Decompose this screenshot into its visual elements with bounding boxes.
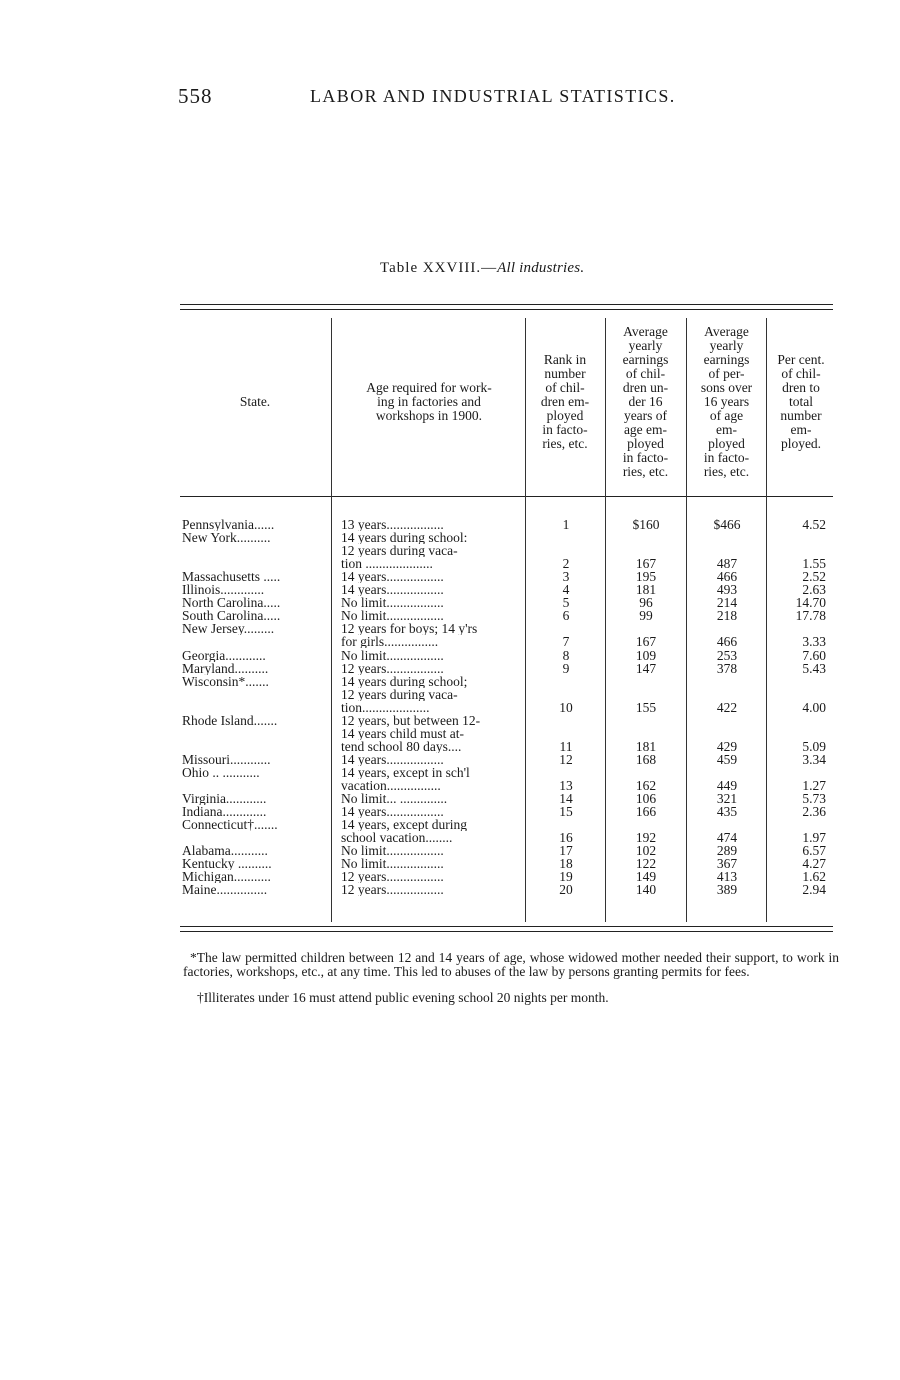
row-state: South Carolina..... xyxy=(182,609,281,623)
header-line: sons over xyxy=(700,380,753,395)
row-state: Rhode Island....... xyxy=(182,713,278,727)
bottom-rule-inner xyxy=(180,931,833,932)
row-rank: 17 xyxy=(559,843,573,859)
header-line: Age required for work- xyxy=(366,380,492,395)
header-line: ries, etc. xyxy=(542,436,588,451)
row-child-earnings: 181 xyxy=(635,582,657,598)
header-percent-children xyxy=(768,353,834,451)
row-age-required: No limit................. xyxy=(341,857,444,871)
header-line: number xyxy=(780,408,822,423)
header-line: of chil- xyxy=(625,366,666,381)
row-age-required: No limit................. xyxy=(341,844,444,858)
row-state: Georgia............ xyxy=(182,648,266,662)
row-rank: 13 xyxy=(559,778,573,793)
row-percent: 17.78 xyxy=(795,608,826,624)
header-line: em- xyxy=(716,422,737,437)
header-line: in facto- xyxy=(622,450,669,465)
row-state: Connecticut†....... xyxy=(182,818,278,832)
row-adult-earnings: 422 xyxy=(716,699,738,715)
row-percent: 3.34 xyxy=(802,751,826,767)
row-age-required: tion.................... xyxy=(341,700,430,714)
row-child-earnings: 99 xyxy=(639,608,653,624)
row-rank: 16 xyxy=(559,830,573,846)
row-percent: 5.43 xyxy=(802,660,826,676)
row-state: Maryland.......... xyxy=(182,661,269,675)
row-percent: 4.52 xyxy=(802,517,826,532)
row-rank: 8 xyxy=(562,647,570,663)
row-age-required: 12 years during vaca- xyxy=(341,687,458,701)
row-child-earnings: 140 xyxy=(635,882,657,898)
row-child-earnings: 192 xyxy=(635,830,657,846)
header-line: number xyxy=(544,366,586,381)
header-line: of chil- xyxy=(545,380,585,395)
row-rank: 4 xyxy=(562,582,570,598)
row-age-required: No limit................. xyxy=(341,596,444,610)
header-adult-earnings xyxy=(688,325,765,479)
row-adult-earnings: 429 xyxy=(716,738,738,754)
top-rule xyxy=(180,304,833,305)
row-percent: 7.60 xyxy=(802,647,826,663)
row-state: Pennsylvania...... xyxy=(182,518,275,531)
row-percent: 1.27 xyxy=(802,778,826,793)
row-percent: 6.57 xyxy=(802,843,826,859)
row-percent: 5.09 xyxy=(802,738,826,754)
col-divider-3 xyxy=(605,318,606,922)
header-state: State. xyxy=(239,394,271,409)
row-age-required: 12 years................. xyxy=(341,870,444,884)
row-adult-earnings: 378 xyxy=(716,660,738,676)
row-age-required: 14 years, except in sch'l xyxy=(341,765,470,779)
header-line: ployed. xyxy=(780,436,822,451)
header-line: Average xyxy=(623,324,668,339)
header-line: yearly xyxy=(709,338,744,353)
row-child-earnings: 181 xyxy=(635,738,657,754)
row-age-required: 12 years................. xyxy=(341,883,444,897)
row-rank: 3 xyxy=(562,569,570,585)
header-line: 16 years xyxy=(703,394,750,409)
row-age-required: tend school 80 days.... xyxy=(341,739,462,753)
row-age-required: 13 years................. xyxy=(341,518,444,531)
row-rank: 12 xyxy=(559,751,573,767)
row-child-earnings: 167 xyxy=(635,556,657,572)
row-age-required: 14 years................. xyxy=(341,805,444,819)
row-state: Illinois............. xyxy=(182,583,265,597)
header-line: der 16 xyxy=(628,394,663,409)
header-line: ries, etc. xyxy=(622,464,669,479)
table-title-subject: All industries. xyxy=(497,260,585,276)
row-child-earnings: 96 xyxy=(639,595,653,611)
row-percent: 2.94 xyxy=(802,882,826,898)
row-age-required: 14 years child must at- xyxy=(341,726,464,740)
row-percent: 4.27 xyxy=(802,856,826,872)
row-state: Indiana............. xyxy=(182,805,267,819)
col-divider-4 xyxy=(686,318,687,922)
row-rank: 15 xyxy=(559,804,573,820)
header-line: earnings xyxy=(703,352,750,367)
row-percent: 1.62 xyxy=(802,869,826,885)
header-line: Average xyxy=(704,324,749,339)
row-state: Virginia............ xyxy=(182,792,267,806)
row-adult-earnings: 466 xyxy=(716,569,738,585)
row-percent: 3.33 xyxy=(802,634,826,650)
row-rank: 6 xyxy=(562,608,570,624)
row-age-required: vacation................ xyxy=(341,779,441,792)
running-head: LABOR AND INDUSTRIAL STATISTICS. xyxy=(310,86,676,106)
row-adult-earnings: 459 xyxy=(716,751,738,767)
table-title-prefix: Table XXVIII.— xyxy=(380,260,498,276)
row-adult-earnings: 487 xyxy=(716,556,738,572)
row-percent: 2.52 xyxy=(802,569,826,585)
row-adult-earnings: 389 xyxy=(716,882,738,898)
header-line: ployed xyxy=(708,436,745,451)
header-line: Rank in xyxy=(543,352,587,367)
row-child-earnings: 166 xyxy=(635,804,657,820)
row-child-earnings: 195 xyxy=(635,569,657,585)
header-line: dren un- xyxy=(622,380,669,395)
footnote-asterisk: *The law permitted children between 12 and 14 years of age, whose widowed mother needed their support, to work in factories, workshops, etc., at any time. This led to abuses of the law by persons granting permits for fees. xyxy=(183,950,839,979)
row-rank: 7 xyxy=(562,634,570,650)
row-adult-earnings: 289 xyxy=(716,843,738,859)
row-state: Ohio .. ........... xyxy=(182,765,260,779)
row-age-required: 14 years................. xyxy=(341,752,444,766)
table-title xyxy=(380,260,584,277)
header-line: ing in factories and xyxy=(377,394,481,409)
header-line: ployed xyxy=(546,408,584,423)
header-line: Per cent. xyxy=(777,352,825,367)
row-adult-earnings: 474 xyxy=(716,830,738,846)
row-child-earnings: 155 xyxy=(635,699,657,715)
row-state: Maine............... xyxy=(182,883,268,897)
row-percent: 2.63 xyxy=(802,582,826,598)
header-line: dren em- xyxy=(540,394,590,409)
row-rank: 11 xyxy=(559,738,573,754)
header-age-required xyxy=(336,381,522,423)
row-rank: 9 xyxy=(562,660,570,676)
row-state: Michigan........... xyxy=(182,870,271,884)
row-percent: 14.70 xyxy=(795,595,826,611)
row-percent: 5.73 xyxy=(802,791,826,807)
row-state: New Jersey......... xyxy=(182,622,275,636)
row-percent: 2.36 xyxy=(802,804,826,820)
row-percent: 4.00 xyxy=(802,699,826,715)
row-rank: 10 xyxy=(559,699,573,715)
header-line: years of xyxy=(623,408,668,423)
header-line: ries, etc. xyxy=(703,464,750,479)
row-adult-earnings: 218 xyxy=(716,608,738,624)
row-adult-earnings: 413 xyxy=(716,869,738,885)
top-rule-inner xyxy=(180,309,833,310)
row-child-earnings: 147 xyxy=(635,660,657,676)
row-age-required: 14 years................. xyxy=(341,583,444,597)
header-line: ployed xyxy=(627,436,664,451)
row-child-earnings: 106 xyxy=(635,791,657,807)
header-line: earnings xyxy=(622,352,669,367)
header-rank xyxy=(527,353,603,451)
row-child-earnings: $160 xyxy=(632,517,660,532)
row-state: Missouri............ xyxy=(182,752,271,766)
page-number: 558 xyxy=(178,84,213,108)
row-age-required: tion .................... xyxy=(341,557,433,571)
row-age-required: No limit... .............. xyxy=(341,792,448,806)
row-rank: 14 xyxy=(559,791,573,807)
row-age-required: No limit................. xyxy=(341,609,444,623)
header-line: in facto- xyxy=(542,422,588,437)
header-rule xyxy=(180,496,833,497)
row-adult-earnings: $466 xyxy=(713,517,741,532)
header-line: dren to xyxy=(782,380,820,395)
row-child-earnings: 168 xyxy=(635,751,657,767)
row-age-required: school vacation........ xyxy=(341,831,453,845)
row-age-required: 14 years................. xyxy=(341,570,444,584)
row-state: New York.......... xyxy=(182,531,271,545)
row-adult-earnings: 435 xyxy=(716,804,738,820)
row-adult-earnings: 321 xyxy=(716,791,738,807)
row-adult-earnings: 253 xyxy=(716,647,738,663)
row-age-required: 12 years, but between 12- xyxy=(341,713,481,727)
header-line: em- xyxy=(790,422,812,437)
row-percent: 1.97 xyxy=(802,830,826,846)
bottom-rule xyxy=(180,926,833,927)
col-divider-5 xyxy=(766,318,767,922)
row-rank: 19 xyxy=(559,869,573,885)
header-line: total xyxy=(789,394,813,409)
row-child-earnings: 122 xyxy=(635,856,657,872)
row-child-earnings: 167 xyxy=(635,634,657,650)
col-divider-2 xyxy=(525,318,526,922)
row-adult-earnings: 493 xyxy=(716,582,738,598)
row-state: Kentucky .......... xyxy=(182,857,272,871)
header-line: in facto- xyxy=(703,450,750,465)
footnote-dagger: †Illiterates under 16 must attend public evening school 20 nights per month. xyxy=(197,990,609,1005)
row-age-required: for girls................ xyxy=(341,635,439,649)
row-child-earnings: 162 xyxy=(635,778,657,793)
header-line: of per- xyxy=(708,366,745,381)
header-line: of chil- xyxy=(781,366,821,381)
header-line: of age xyxy=(709,408,744,423)
row-child-earnings: 149 xyxy=(635,869,657,885)
row-rank: 5 xyxy=(562,595,570,611)
row-age-required: 12 years for boys; 14 y'rs xyxy=(341,622,478,636)
header-line: workshops in 1900. xyxy=(375,408,483,423)
row-state: Massachusetts ..... xyxy=(182,570,281,584)
header-line: yearly xyxy=(628,338,663,353)
row-age-required: 12 years................. xyxy=(341,661,444,675)
col-divider-1 xyxy=(331,318,332,922)
row-percent: 1.55 xyxy=(802,556,826,572)
row-age-required: 12 years during vaca- xyxy=(341,544,458,558)
row-adult-earnings: 466 xyxy=(716,634,738,650)
header-line: age em- xyxy=(623,422,668,437)
row-child-earnings: 102 xyxy=(635,843,657,859)
row-rank: 1 xyxy=(562,517,570,532)
row-rank: 18 xyxy=(559,856,573,872)
row-state: North Carolina..... xyxy=(182,596,281,610)
row-age-required: 14 years during school; xyxy=(341,674,468,688)
row-adult-earnings: 214 xyxy=(716,595,738,611)
row-state: Wisconsin*....... xyxy=(182,674,269,688)
row-rank: 2 xyxy=(562,556,570,572)
row-age-required: 14 years, except during xyxy=(341,818,467,832)
row-age-required: No limit................. xyxy=(341,648,444,662)
row-state: Alabama........... xyxy=(182,844,268,858)
row-adult-earnings: 367 xyxy=(716,856,738,872)
row-rank: 20 xyxy=(559,882,573,898)
header-child-earnings xyxy=(607,325,684,479)
row-child-earnings: 109 xyxy=(635,647,657,663)
row-adult-earnings: 449 xyxy=(716,778,738,793)
row-age-required: 14 years during school: xyxy=(341,531,468,545)
